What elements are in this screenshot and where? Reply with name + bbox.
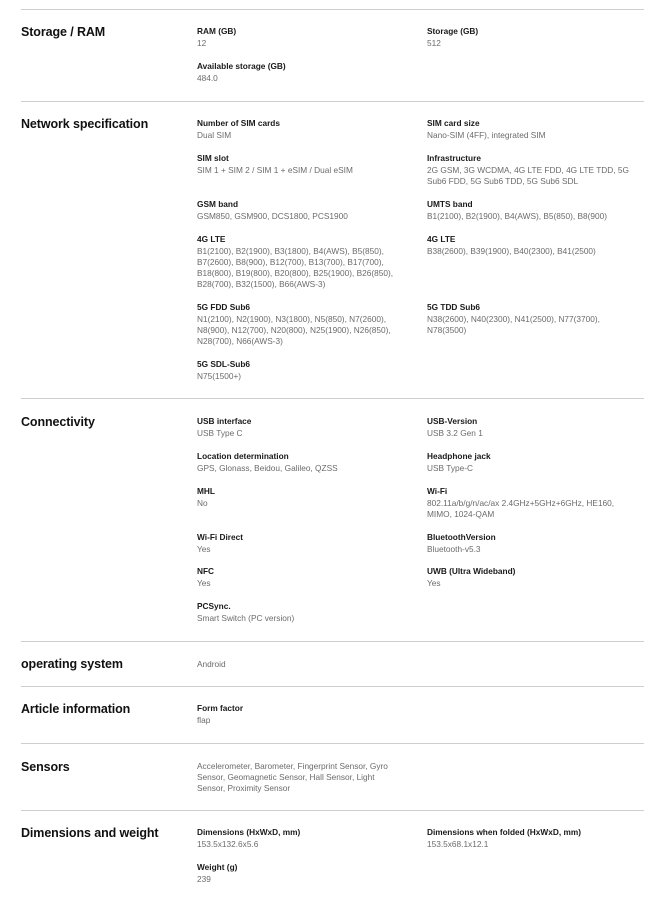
spec-label: Location determination <box>197 451 289 461</box>
spec-value: 2G GSM, 3G WCDMA, 4G LTE FDD, 4G LTE TDD, 5G Sub6 FDD, 5G Sub6 TDD, 5G Sub6 SDL <box>427 165 629 186</box>
spec-label: Headphone jack <box>427 451 491 461</box>
spec-ram <box>197 26 402 49</box>
spec-label: Wi-Fi <box>427 486 448 496</box>
spec-value: 239 <box>197 874 211 884</box>
spec-dimensions <box>197 827 402 850</box>
section-title-connectivity: Connectivity <box>21 415 95 429</box>
section-title-storage: Storage / RAM <box>21 25 106 39</box>
spec-value: Yes <box>197 544 211 554</box>
spec-value: flap <box>197 715 211 725</box>
spec-label: 5G FDD Sub6 <box>197 302 251 312</box>
spec-mhl <box>197 486 402 509</box>
section-title-network: Network specification <box>21 117 149 131</box>
spec-label: MHL <box>197 486 215 496</box>
spec-label: PCSync. <box>197 601 231 611</box>
spec-value: Yes <box>427 578 441 588</box>
spec-value: Nano-SIM (4FF), integrated SIM <box>427 130 546 140</box>
spec-value: Dual SIM <box>197 130 232 140</box>
spec-value: SIM 1 + SIM 2 / SIM 1 + eSIM / Dual eSIM <box>197 165 353 175</box>
spec-label: GSM band <box>197 199 239 209</box>
spec-label: BluetoothVersion <box>427 532 496 542</box>
spec-dimensions-folded <box>427 827 637 850</box>
spec-bluetooth <box>427 532 637 555</box>
section-divider <box>21 641 644 642</box>
section-title-sensors: Sensors <box>21 760 70 774</box>
spec-value: N75(1500+) <box>197 371 242 381</box>
spec-label: 5G TDD Sub6 <box>427 302 481 312</box>
spec-label: USB interface <box>197 416 252 426</box>
spec-location <box>197 451 402 474</box>
section-title-dimensions: Dimensions and weight <box>21 826 159 840</box>
section-divider <box>21 9 644 10</box>
spec-label: UWB (Ultra Wideband) <box>427 566 516 576</box>
spec-label: RAM (GB) <box>197 26 237 36</box>
spec-label: Form factor <box>197 703 244 713</box>
spec-value: 484.0 <box>197 73 218 83</box>
spec-label: Wi-Fi Direct <box>197 532 244 542</box>
spec-available-storage <box>197 61 402 84</box>
spec-infrastructure <box>427 153 637 187</box>
spec-sim-count <box>197 118 402 141</box>
spec-value: 153.5x132.6x5.6 <box>197 839 259 849</box>
spec-5g-fdd <box>197 302 402 347</box>
section-title-article: Article information <box>21 702 131 716</box>
spec-value: B1(2100), B2(1900), B4(AWS), B5(850), B8(900) <box>427 211 608 221</box>
spec-value: USB Type-C <box>427 463 473 473</box>
spec-label: Available storage (GB) <box>197 61 286 71</box>
spec-label: 4G LTE <box>197 234 226 244</box>
spec-value: B38(2600), B39(1900), B40(2300), B41(2500) <box>427 246 596 256</box>
spec-value: USB Type C <box>197 428 243 438</box>
spec-value: Yes <box>197 578 211 588</box>
spec-value: Android <box>197 659 226 669</box>
spec-label: Infrastructure <box>427 153 481 163</box>
spec-label: 4G LTE <box>427 234 456 244</box>
spec-value: Accelerometer, Barometer, Fingerprint Sensor, Gyro Sensor, Geomagnetic Sensor, Hall Sensor, Light Sensor, Proximity Sensor <box>197 761 388 793</box>
spec-value: Smart Switch (PC version) <box>197 613 295 623</box>
section-divider <box>21 810 644 811</box>
spec-value: N38(2600), N40(2300), N41(2500), N77(3700), N78(3500) <box>427 314 600 335</box>
section-divider <box>21 398 644 399</box>
spec-value: B1(2100), B2(1900), B3(1800), B4(AWS), B5(850), B7(2600), B8(900), B12(700), B13(700), B17(700), B18(800), B19(800), B20(800), B25(1900), B26(850), B28(700), B32(1500), B66(AWS-3) <box>197 246 394 289</box>
spec-5g-sdl <box>197 359 402 382</box>
section-divider <box>21 686 644 687</box>
spec-usb-interface <box>197 416 402 439</box>
spec-uwb <box>427 566 637 589</box>
spec-label: SIM slot <box>197 153 229 163</box>
spec-value: Bluetooth-v5.3 <box>427 544 481 554</box>
spec-os <box>197 659 402 670</box>
spec-headphone-jack <box>427 451 637 474</box>
spec-sim-size <box>427 118 637 141</box>
spec-nfc <box>197 566 402 589</box>
spec-usb-version <box>427 416 637 439</box>
spec-label: NFC <box>197 566 215 576</box>
spec-wifi <box>427 486 637 520</box>
spec-label: Weight (g) <box>197 862 238 872</box>
spec-label: Number of SIM cards <box>197 118 280 128</box>
spec-value: 12 <box>197 38 207 48</box>
spec-value: GSM850, GSM900, DCS1800, PCS1900 <box>197 211 348 221</box>
section-title-os: operating system <box>21 657 123 671</box>
spec-value: N1(2100), N2(1900), N3(1800), N5(850), N7(2600), N8(900), N12(700), N20(800), N25(1900), N26(850), N28(700), N66(AWS-3) <box>197 314 391 346</box>
spec-label: 5G SDL-Sub6 <box>197 359 251 369</box>
spec-value: GPS, Glonass, Beidou, Galileo, QZSS <box>197 463 338 473</box>
spec-form-factor <box>197 703 402 726</box>
spec-label: UMTS band <box>427 199 473 209</box>
spec-label: Dimensions when folded (HxWxD, mm) <box>427 827 581 837</box>
spec-5g-tdd <box>427 302 637 336</box>
spec-4g-lte-tdd <box>427 234 637 257</box>
spec-sim-slot <box>197 153 402 176</box>
spec-label: SIM card size <box>427 118 480 128</box>
spec-label: USB-Version <box>427 416 478 426</box>
section-divider <box>21 101 644 102</box>
spec-storage <box>427 26 637 49</box>
spec-value: USB 3.2 Gen 1 <box>427 428 483 438</box>
spec-sensors <box>197 761 402 794</box>
spec-4g-lte <box>197 234 402 290</box>
spec-value: No <box>197 498 208 508</box>
spec-weight <box>197 862 402 885</box>
spec-value: 153.5x68.1x12.1 <box>427 839 489 849</box>
spec-label: Dimensions (HxWxD, mm) <box>197 827 301 837</box>
spec-gsm-band <box>197 199 402 222</box>
spec-wifi-direct <box>197 532 402 555</box>
spec-value: 512 <box>427 38 441 48</box>
spec-label: Storage (GB) <box>427 26 479 36</box>
spec-umts-band <box>427 199 637 222</box>
spec-pcsync <box>197 601 402 624</box>
spec-value: 802.11a/b/g/n/ac/ax 2.4GHz+5GHz+6GHz, HE160, MIMO, 1024-QAM <box>427 498 615 519</box>
section-divider <box>21 743 644 744</box>
